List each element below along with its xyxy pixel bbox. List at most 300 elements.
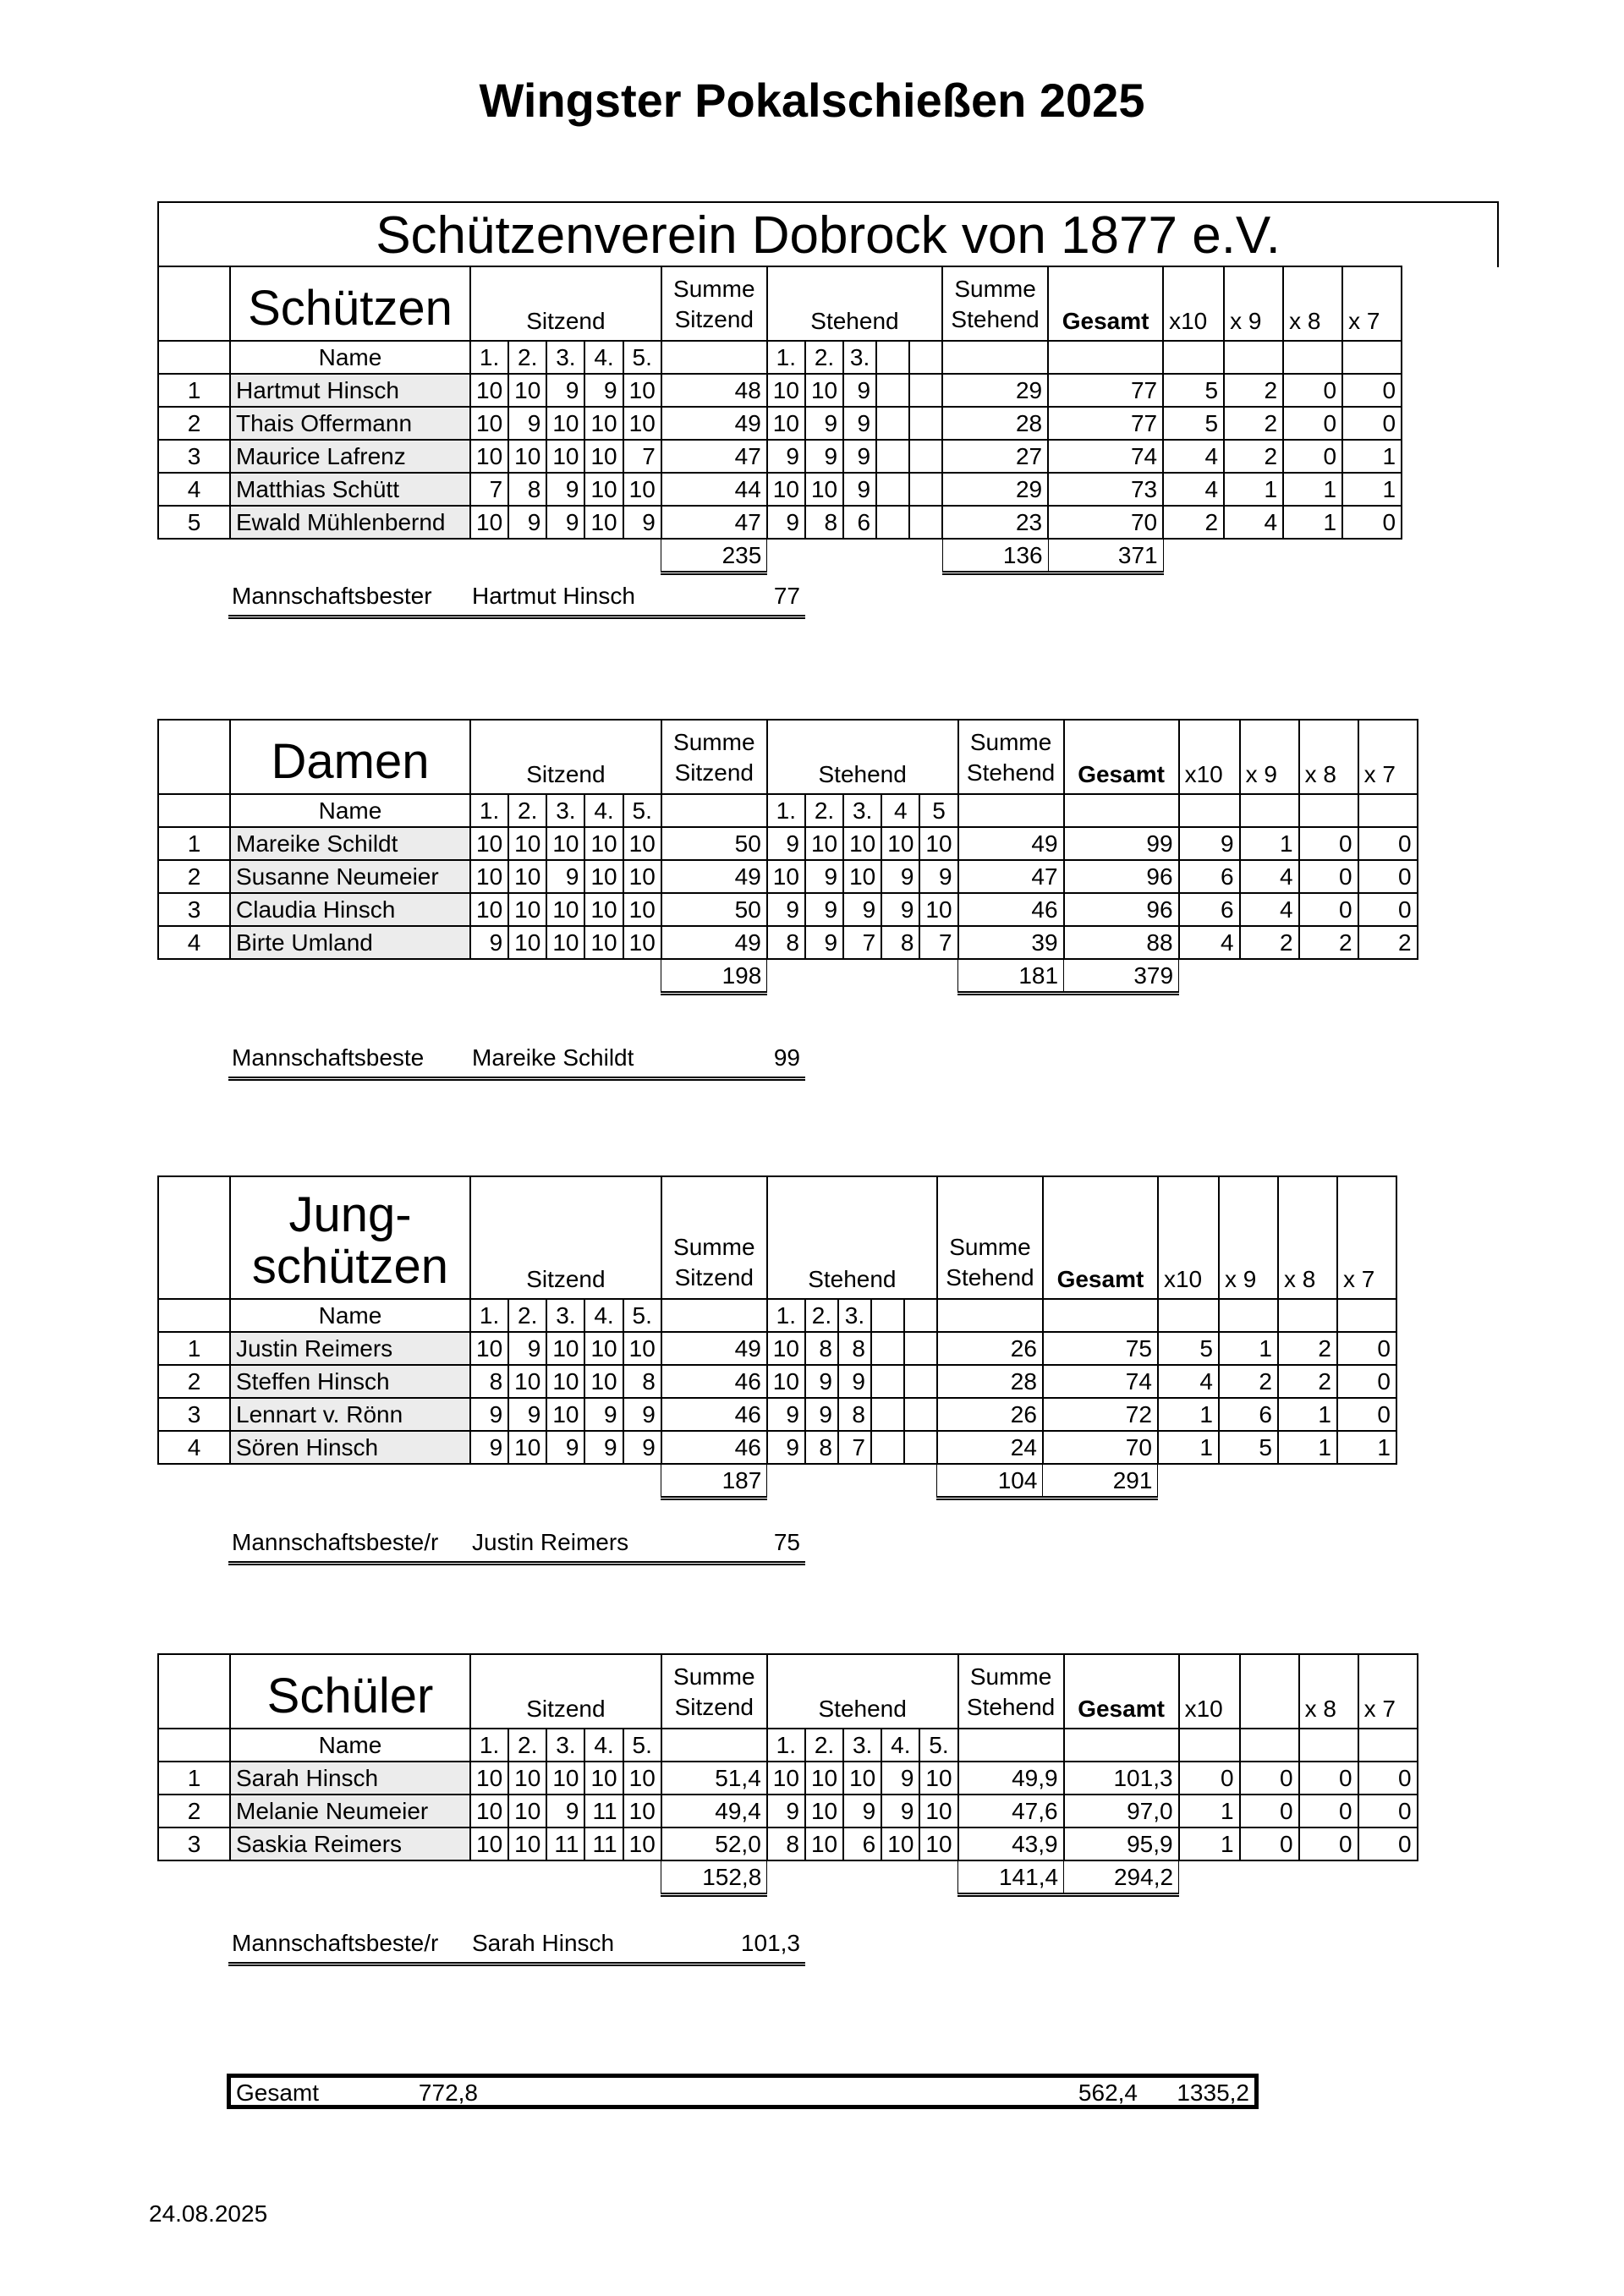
summe-stehend-value: 47,6 [958, 1795, 1064, 1827]
x9-value: 4 [1240, 860, 1299, 893]
subheader-blank [661, 341, 767, 374]
subheader-blank [1240, 794, 1299, 827]
gesamt-value: 95,9 [1064, 1827, 1179, 1860]
stehend-shot-value: 10 [805, 1762, 843, 1795]
gesamt-value: 70 [1048, 506, 1163, 539]
totals-blank [843, 959, 881, 994]
team-best-line [228, 1927, 805, 1966]
totals-blank [508, 959, 546, 994]
sitzend-shot-value: 10 [470, 506, 508, 539]
sitzend-shot-header: 1. [470, 1299, 508, 1332]
totals-blank [623, 1464, 661, 1499]
sitzend-shot-value: 10 [584, 827, 623, 860]
stehend-shot-header [904, 1299, 937, 1332]
name-column-header: Name [230, 341, 470, 374]
sitzend-shot-header: 5. [623, 1729, 661, 1762]
team-best-label: Mannschaftsbeste [232, 1044, 425, 1071]
subheader-blank [1043, 1299, 1158, 1332]
x7-header: x 7 [1342, 266, 1402, 341]
sitzend-shot-value: 10 [623, 1762, 661, 1795]
sitzend-shot-value: 9 [584, 374, 623, 407]
header-blank [158, 1654, 230, 1729]
summe-sitzend-value: 49 [661, 926, 767, 959]
team-best-score: 75 [773, 1529, 800, 1555]
gesamt-value: 77 [1048, 374, 1163, 407]
stehend-shot-value: 10 [767, 1762, 805, 1795]
x10-value: 1 [1179, 1827, 1240, 1860]
x9-header: x 9 [1224, 266, 1283, 341]
gesamt-value: 70 [1043, 1431, 1158, 1464]
sitzend-shot-value: 10 [623, 1827, 661, 1860]
totals-blank [904, 1464, 937, 1499]
x7-value: 2 [1358, 926, 1418, 959]
x7-value: 0 [1342, 374, 1402, 407]
sitzend-shot-value: 9 [623, 506, 661, 539]
x10-value: 4 [1163, 473, 1224, 506]
sitzend-shot-value: 10 [470, 440, 508, 473]
table-row [158, 1365, 1396, 1398]
subheader-blank [1299, 1729, 1358, 1762]
stehend-shot-value: 8 [805, 1431, 838, 1464]
team-best-line [228, 1526, 805, 1565]
sitzend-shot-value: 10 [584, 1762, 623, 1795]
x7-header: x 7 [1358, 1654, 1418, 1729]
sitzend-shot-value: 9 [584, 1398, 623, 1431]
sitzend-shot-value: 10 [546, 1332, 584, 1365]
sitzend-shot-header: 5. [623, 1299, 661, 1332]
stehend-shot-value: 10 [767, 860, 805, 893]
x10-value: 5 [1163, 407, 1224, 440]
totals-blank [546, 539, 584, 573]
sitzend-shot-header: 3. [546, 1729, 584, 1762]
x8-value: 2 [1278, 1332, 1337, 1365]
summe-label: Summe [954, 276, 1036, 302]
sitzend-shot-value: 9 [508, 1398, 546, 1431]
sitzend-shot-value: 10 [623, 893, 661, 926]
sitzend-shot-value: 9 [546, 473, 584, 506]
x7-value: 0 [1337, 1398, 1396, 1431]
subheader-blank [958, 794, 1064, 827]
totals-blank [230, 959, 470, 994]
subheader-blank [1048, 341, 1163, 374]
subheader-blank [661, 794, 767, 827]
x8-header: x 8 [1299, 720, 1358, 794]
x10-value: 6 [1179, 860, 1240, 893]
summe-sitzend-value: 52,0 [661, 1827, 767, 1860]
row-number: 3 [158, 893, 230, 926]
stehend-shot-value: 6 [843, 506, 876, 539]
shooter-name: Sarah Hinsch [230, 1762, 470, 1795]
stehend-shot-value: 10 [919, 1827, 957, 1860]
sitzend-shot-value: 9 [508, 407, 546, 440]
sitzend-shot-header: 3. [546, 1299, 584, 1332]
totals-blank [584, 539, 623, 573]
totals-blank [1358, 959, 1418, 994]
x8-value: 0 [1283, 407, 1342, 440]
sitzend-shot-value: 9 [470, 1398, 508, 1431]
x10-header: x10 [1179, 1654, 1240, 1729]
summe-label: Summe [969, 729, 1052, 755]
total-stehend: 181 [958, 959, 1064, 994]
stehend-shot-value: 9 [843, 440, 876, 473]
summe-sitzend-value: 46 [661, 1398, 767, 1431]
sitzend-shot-value: 10 [470, 407, 508, 440]
totals-blank [1337, 1464, 1396, 1499]
team-best-score: 101,3 [740, 1930, 800, 1956]
sitzend-shot-value: 8 [508, 473, 546, 506]
sitzend-shot-value: 10 [508, 1431, 546, 1464]
gesamt-value: 101,3 [1064, 1762, 1179, 1795]
stehend-shot-value: 9 [805, 440, 843, 473]
stehend-shot-value [876, 506, 909, 539]
sitzend-shot-value: 8 [623, 1365, 661, 1398]
sitzend-shot-value: 10 [508, 860, 546, 893]
totals-blank [158, 1464, 230, 1499]
stehend-shot-value: 9 [805, 1398, 838, 1431]
subheader-blank [937, 1299, 1043, 1332]
table-row [158, 1827, 1418, 1860]
stehend-shot-value: 9 [919, 860, 957, 893]
x8-value: 0 [1299, 1762, 1358, 1795]
sitzend-shot-value: 10 [584, 926, 623, 959]
stehend-shot-value [909, 374, 942, 407]
row-number: 4 [158, 926, 230, 959]
x8-header: x 8 [1283, 266, 1342, 341]
total-stehend: 104 [937, 1464, 1043, 1499]
shooter-name: Susanne Neumeier [230, 860, 470, 893]
grand-total-sitzend: 772,8 [418, 2080, 478, 2106]
summe-stehend-value: 27 [942, 440, 1048, 473]
x10-value: 1 [1158, 1431, 1219, 1464]
sitzend-shot-value: 10 [508, 1365, 546, 1398]
x10-value: 5 [1163, 374, 1224, 407]
sitzend-shot-value: 10 [508, 1827, 546, 1860]
shooter-name: Ewald Mühlenbernd [230, 506, 470, 539]
stehend-shot-value: 10 [919, 1795, 957, 1827]
header-blank [158, 720, 230, 794]
x7-header: x 7 [1337, 1176, 1396, 1299]
sitzend-shot-value: 10 [584, 860, 623, 893]
club-name: Schützenverein Dobrock von 1877 e.V. [157, 201, 1499, 267]
stehend-shot-value [871, 1398, 904, 1431]
header-blank [158, 1176, 230, 1299]
x9-value: 5 [1219, 1431, 1278, 1464]
totals-blank [1342, 539, 1402, 573]
totals-blank [909, 539, 942, 573]
subheader-blank [158, 341, 230, 374]
stehend-shot-header: 3. [843, 341, 876, 374]
x7-value: 0 [1358, 860, 1418, 893]
gesamt-value: 73 [1048, 473, 1163, 506]
stehend-shot-value: 10 [767, 374, 805, 407]
sitzend-shot-value: 7 [470, 473, 508, 506]
stehend-shot-header: 5. [919, 1729, 957, 1762]
row-number: 1 [158, 1762, 230, 1795]
stehend-shot-value: 9 [767, 440, 805, 473]
totals-row [158, 539, 1402, 573]
stehend-label: Stehend [951, 306, 1040, 332]
subheader-blank [1179, 794, 1240, 827]
summe-label: Summe [673, 1234, 755, 1260]
x10-header: x10 [1158, 1176, 1219, 1299]
gesamt-value: 96 [1064, 860, 1179, 893]
totals-blank [230, 1860, 470, 1895]
sitzend-shot-value: 9 [470, 926, 508, 959]
stehend-shot-value: 9 [767, 1398, 805, 1431]
stehend-shot-value: 10 [805, 473, 843, 506]
stehend-shot-value: 9 [767, 893, 805, 926]
total-gesamt: 294,2 [1064, 1860, 1179, 1895]
shooter-name: Matthias Schütt [230, 473, 470, 506]
x10-value: 0 [1179, 1762, 1240, 1795]
totals-blank [584, 1464, 623, 1499]
gesamt-header: Gesamt [1064, 1654, 1179, 1729]
total-stehend: 141,4 [958, 1860, 1064, 1895]
stehend-shot-value [876, 374, 909, 407]
table-row [158, 1332, 1396, 1365]
sitzend-shot-header: 4. [584, 341, 623, 374]
summe-sitzend-header [661, 1176, 767, 1299]
x9-value: 4 [1240, 893, 1299, 926]
summe-stehend-value: 29 [942, 473, 1048, 506]
totals-blank [919, 1860, 957, 1895]
sitzend-shot-value: 10 [508, 1795, 546, 1827]
gesamt-value: 77 [1048, 407, 1163, 440]
row-number: 1 [158, 1332, 230, 1365]
row-number: 4 [158, 1431, 230, 1464]
stehend-shot-value: 8 [838, 1398, 871, 1431]
subheader-blank [158, 1729, 230, 1762]
team-best-name: Hartmut Hinsch [472, 583, 635, 609]
sitzend-shot-value: 9 [584, 1431, 623, 1464]
team-best-label: Mannschaftsbeste/r [232, 1930, 439, 1956]
sitzend-shot-header: 1. [470, 341, 508, 374]
row-number: 2 [158, 1795, 230, 1827]
stehend-shot-header: 2. [805, 1729, 843, 1762]
summe-stehend-value: 29 [942, 374, 1048, 407]
sitzend-shot-value: 10 [584, 506, 623, 539]
x10-value: 5 [1158, 1332, 1219, 1365]
stehend-shot-value: 8 [838, 1332, 871, 1365]
team-best-score: 77 [773, 583, 800, 609]
totals-blank [881, 1860, 919, 1895]
stehend-shot-value: 10 [767, 407, 805, 440]
summe-stehend-value: 43,9 [958, 1827, 1064, 1860]
sitzend-shot-header: 2. [508, 1299, 546, 1332]
x9-value: 6 [1219, 1398, 1278, 1431]
totals-blank [1358, 1860, 1418, 1895]
gesamt-header: Gesamt [1064, 720, 1179, 794]
subheader-blank [1358, 1729, 1418, 1762]
sitzend-shot-value: 10 [508, 893, 546, 926]
x10-value: 6 [1179, 893, 1240, 926]
total-gesamt: 379 [1064, 959, 1179, 994]
sitzend-shot-header: 5. [623, 341, 661, 374]
summe-stehend-header [937, 1176, 1043, 1299]
stehend-shot-value [871, 1431, 904, 1464]
sitzend-shot-value: 10 [623, 374, 661, 407]
summe-stehend-header [958, 1654, 1064, 1729]
table-row [158, 860, 1418, 893]
totals-blank [871, 1464, 904, 1499]
summe-sitzend-value: 51,4 [661, 1762, 767, 1795]
sitzend-shot-header: 1. [470, 794, 508, 827]
summe-stehend-value: 28 [942, 407, 1048, 440]
summe-stehend-value: 24 [937, 1431, 1043, 1464]
gesamt-value: 96 [1064, 893, 1179, 926]
summe-sitzend-value: 49,4 [661, 1795, 767, 1827]
sitzend-shot-value: 10 [470, 893, 508, 926]
totals-blank [230, 539, 470, 573]
gesamt-value: 97,0 [1064, 1795, 1179, 1827]
sitzend-shot-value: 10 [470, 374, 508, 407]
sitzend-shot-header: 3. [546, 341, 584, 374]
sitzend-shot-header: 4. [584, 794, 623, 827]
summe-sitzend-value: 49 [661, 407, 767, 440]
totals-blank [1179, 1860, 1240, 1895]
sitzend-shot-value: 10 [508, 440, 546, 473]
stehend-shot-value: 9 [881, 860, 919, 893]
summe-sitzend-value: 44 [661, 473, 767, 506]
sitzend-shot-value: 10 [584, 1332, 623, 1365]
x8-value: 0 [1299, 827, 1358, 860]
totals-blank [1299, 959, 1358, 994]
stehend-shot-value: 7 [838, 1431, 871, 1464]
x9-value: 2 [1240, 926, 1299, 959]
sitzend-shot-value: 10 [584, 1365, 623, 1398]
stehend-shot-value [876, 473, 909, 506]
stehend-shot-value [909, 473, 942, 506]
subheader-blank [942, 341, 1048, 374]
sitzend-header: Sitzend [470, 1176, 661, 1299]
total-sitzend: 187 [661, 1464, 767, 1499]
team-best-name: Sarah Hinsch [472, 1930, 615, 1956]
stehend-shot-value [876, 407, 909, 440]
stehend-shot-value: 8 [805, 506, 843, 539]
sitzend-shot-value: 10 [470, 1827, 508, 1860]
sitzend-shot-value: 9 [623, 1398, 661, 1431]
shooter-name: Thais Offermann [230, 407, 470, 440]
summe-sitzend-value: 47 [661, 440, 767, 473]
team-best-name: Mareike Schildt [472, 1044, 634, 1071]
gesamt-value: 75 [1043, 1332, 1158, 1365]
x8-header: x 8 [1299, 1654, 1358, 1729]
summe-label: Summe [969, 1663, 1052, 1690]
stehend-shot-header: 1. [767, 1729, 805, 1762]
summe-sitzend-value: 46 [661, 1365, 767, 1398]
grand-total-label: Gesamt [236, 2080, 320, 2106]
sitzend-shot-value: 10 [584, 440, 623, 473]
stehend-shot-value: 9 [843, 893, 881, 926]
team-best-line [228, 1042, 805, 1081]
shooter-name: Melanie Neumeier [230, 1795, 470, 1827]
totals-blank [158, 539, 230, 573]
summe-stehend-value: 49,9 [958, 1762, 1064, 1795]
stehend-label: Stehend [966, 1694, 1056, 1720]
shooter-name: Maurice Lafrenz [230, 440, 470, 473]
name-column-header: Name [230, 794, 470, 827]
x8-value: 1 [1278, 1431, 1337, 1464]
stehend-shot-value: 7 [919, 926, 957, 959]
x10-value: 4 [1179, 926, 1240, 959]
subheader-blank [158, 794, 230, 827]
stehend-shot-value: 8 [767, 1827, 805, 1860]
stehend-shot-value: 9 [843, 374, 876, 407]
stehend-shot-value: 6 [843, 1827, 881, 1860]
shooter-name: Lennart v. Rönn [230, 1398, 470, 1431]
total-sitzend: 152,8 [661, 1860, 767, 1895]
shooter-name: Sören Hinsch [230, 1431, 470, 1464]
totals-blank [1158, 1464, 1219, 1499]
stehend-shot-header: 1. [767, 794, 805, 827]
gesamt-value: 88 [1064, 926, 1179, 959]
x8-value: 0 [1283, 440, 1342, 473]
stehend-header: Stehend [767, 1176, 937, 1299]
totals-blank [805, 959, 843, 994]
row-number: 3 [158, 1827, 230, 1860]
row-number: 3 [158, 440, 230, 473]
table-row [158, 926, 1418, 959]
totals-blank [158, 959, 230, 994]
totals-blank [546, 1464, 584, 1499]
stehend-shot-value: 9 [805, 860, 843, 893]
stehend-shot-value: 10 [767, 1332, 805, 1365]
table-row [158, 506, 1402, 539]
x9-header: x 9 [1240, 720, 1299, 794]
sitzend-shot-header: 4. [584, 1299, 623, 1332]
summe-sitzend-header [661, 266, 767, 341]
subheader-blank [1158, 1299, 1219, 1332]
stehend-shot-value: 9 [805, 407, 843, 440]
row-number: 3 [158, 1398, 230, 1431]
stehend-shot-value: 10 [767, 1365, 805, 1398]
summe-sitzend-value: 50 [661, 893, 767, 926]
stehend-shot-value [876, 440, 909, 473]
x9-value: 2 [1224, 440, 1283, 473]
sitzend-shot-value: 10 [546, 407, 584, 440]
subheader-blank [661, 1299, 767, 1332]
sitzend-shot-header: 2. [508, 1729, 546, 1762]
totals-blank [767, 1464, 805, 1499]
table-row [158, 827, 1418, 860]
x9-value: 0 [1240, 1827, 1299, 1860]
totals-blank [470, 539, 508, 573]
totals-blank [1179, 959, 1240, 994]
stehend-shot-header: 1. [767, 1299, 805, 1332]
row-number: 1 [158, 827, 230, 860]
totals-blank [881, 959, 919, 994]
stehend-shot-header [909, 341, 942, 374]
totals-blank [1240, 959, 1299, 994]
stehend-shot-header: 3. [843, 794, 881, 827]
stehend-shot-value [909, 407, 942, 440]
sitzend-shot-value: 10 [470, 860, 508, 893]
x7-value: 1 [1337, 1431, 1396, 1464]
stehend-shot-value: 9 [881, 893, 919, 926]
stehend-shot-value: 10 [843, 827, 881, 860]
shooter-name: Mareike Schildt [230, 827, 470, 860]
stehend-shot-value: 8 [767, 926, 805, 959]
totals-blank [584, 1860, 623, 1895]
sitzend-shot-value: 10 [546, 1398, 584, 1431]
stehend-shot-value: 10 [805, 827, 843, 860]
sitzend-shot-value: 9 [546, 1431, 584, 1464]
totals-blank [584, 959, 623, 994]
x10-value: 1 [1179, 1795, 1240, 1827]
x9-value: 1 [1224, 473, 1283, 506]
stehend-shot-header: 4. [881, 1729, 919, 1762]
sitzend-shot-value: 9 [508, 1332, 546, 1365]
